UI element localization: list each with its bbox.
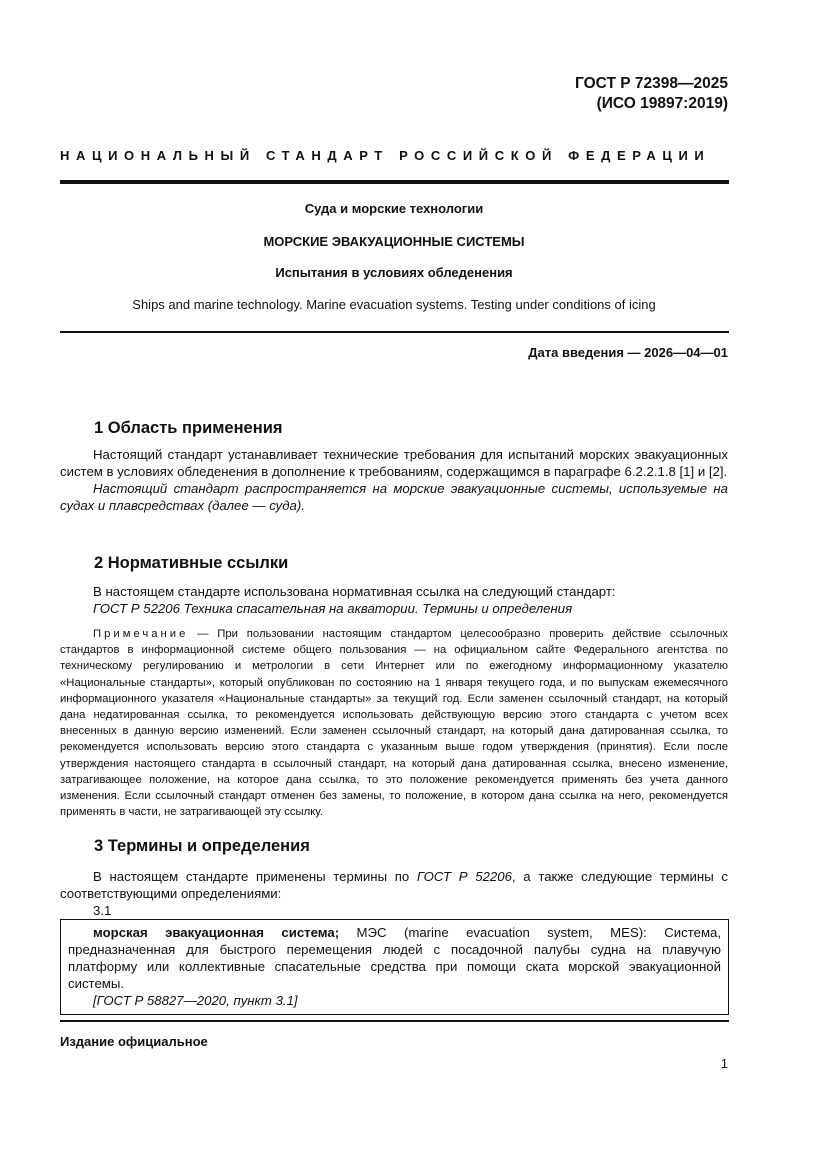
- footer-divider: [60, 1020, 729, 1022]
- note-text: — При пользовании настоящим стандартом целесообразно проверить действие ссылочных стандартов в информационной системе общего пользования — на официальном сайте Федерального агентства по техническому регулированию и метрологии в сети Интернет или по ежегодному информационному указателю «Национальные стандарты», который опубликован по состоянию на 1 января текущего года, и по выпускам ежемесячного информационного указателя «Национальные стандарты» за текущий год. Если заменен ссылочный стандарт, на который дана недатированная ссылка, то рекомендуется использовать действующую версию этого стандарта с учетом всех внесенных в данную версию изменений. Если заменен ссылочный стандарт, на который дана датированная ссылка, то рекомендуется использовать версию этого стандарта с указанным выше годом утверждения (принятия). Если после утверждения настоящего стандарта в ссылочный стандарт, на который дана датированная ссылка, внесено изменение, затрагивающее положение, на которое дана ссылка, то это положение рекомендуется применять без учета данного изменения. Если ссылочный стандарт отменен без замены, то положение, в котором дана ссылка на него, рекомендуется применять в части, не затрагивающей эту ссылку.: [60, 628, 728, 819]
- edition-label: Издание официальное: [60, 1034, 208, 1049]
- subject-line: Суда и морские технологии: [304, 201, 484, 216]
- section-1-heading: 1 Область применения: [94, 419, 283, 437]
- iso-number: (ИСО 19897:2019): [596, 95, 728, 112]
- section-1-paragraph-2: Настоящий стандарт распространяется на морские эвакуационные системы, используемые на судах и плавсредствах (далее — суда).: [60, 481, 728, 513]
- title-divider: [60, 331, 729, 333]
- section-3-reference: ГОСТ Р 52206: [416, 869, 512, 884]
- term-source: [ГОСТ Р 58827—2020, пункт 3.1]: [93, 993, 298, 1008]
- term-definition-box: [60, 919, 729, 1015]
- document-title: МОРСКИЕ ЭВАКУАЦИОННЫЕ СИСТЕМЫ: [263, 234, 525, 249]
- note-block: [60, 626, 728, 820]
- standard-designation: [575, 74, 728, 114]
- document-subtitle: Испытания в условиях обледенения: [275, 265, 513, 280]
- section-2-body: [60, 583, 728, 617]
- section-2-paragraph-1: В настоящем стандарте использована нормативная ссылка на следующий стандарт:: [93, 584, 616, 599]
- english-title: Ships and marine technology. Marine evacuation systems. Testing under conditions of icing: [132, 297, 656, 312]
- normative-reference: ГОСТ Р 52206 Техника спасательная на акватории. Термины и определения: [93, 601, 573, 616]
- effective-date: Дата введения — 2026—04—01: [528, 345, 728, 360]
- term-definition: МЭС (marine evacuation system, MES): Система, предназначенная для быстрого перемещения людей с посадочной палубы судна на плавучую платформу или коллективные спасательные средства при помощи ската морской эвакуационной системы.: [68, 925, 722, 991]
- section-1-paragraph-1: Настоящий стандарт устанавливает технические требования для испытаний морских эвакуационных систем в условиях обледенения в дополнение к требованиям, содержащимся в параграфе 6.2.2.1.8 [1] и [2].: [60, 447, 728, 479]
- page-number: 1: [720, 1056, 728, 1071]
- section-3-paragraph-1: В настоящем стандарте применены термины по ГОСТ Р 52206, а также следующие термины с соответствующими определениями:: [60, 869, 728, 901]
- section-2-heading: 2 Нормативные ссылки: [94, 554, 289, 572]
- section-3-body: [60, 868, 728, 919]
- term-number: 3.1: [93, 903, 112, 918]
- gost-number: ГОСТ Р 72398—2025: [575, 75, 728, 92]
- section-1-body: [60, 446, 728, 514]
- note-label: Примечание: [93, 628, 189, 640]
- national-standard-banner: НАЦИОНАЛЬНЫЙ СТАНДАРТ РОССИЙСКОЙ ФЕДЕРАЦИИ: [60, 148, 711, 163]
- header-divider: [60, 180, 729, 184]
- section-3-heading: 3 Термины и определения: [94, 837, 310, 855]
- term-name: морская эвакуационная система;: [93, 925, 340, 940]
